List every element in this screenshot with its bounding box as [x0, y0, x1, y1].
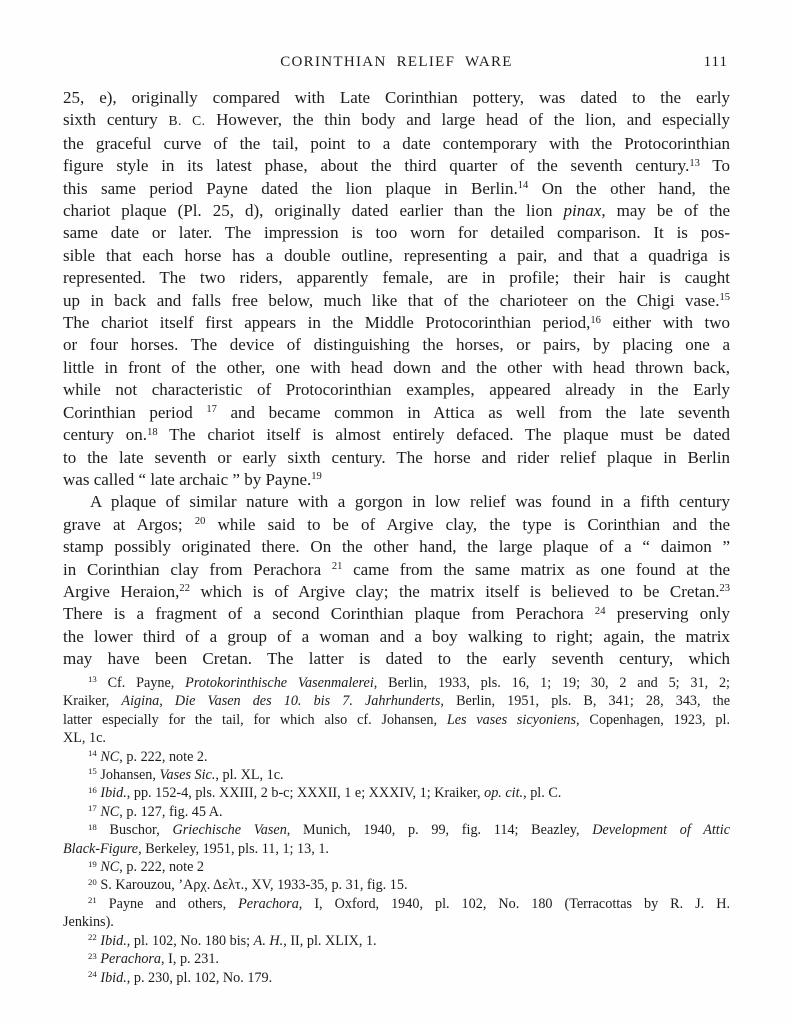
text-segment: little in front of the other, one with head down and the other with head thrown back,	[63, 357, 730, 377]
footnote	[63, 932, 730, 950]
text-line	[63, 514, 730, 536]
text-segment: to the late seventh or early sixth century. The horse and rider relief plaque in Berlin	[63, 447, 730, 467]
footnote-ref: 17	[206, 404, 217, 416]
text-segment: The chariot itself is almost entirely defaced. The plaque must be dated	[157, 425, 730, 445]
text-segment: On the other hand, the	[528, 178, 730, 198]
text-line	[63, 447, 730, 469]
footnote	[63, 876, 730, 894]
footnote-ref: 15	[719, 292, 730, 304]
text-line	[63, 876, 730, 894]
footnote	[63, 950, 730, 968]
text-line	[63, 840, 730, 858]
footnote-ref: 19	[88, 858, 97, 869]
footnotes	[63, 674, 730, 987]
body-text	[63, 87, 730, 671]
footnote	[63, 969, 730, 987]
footnote	[63, 766, 730, 784]
text-segment: A plaque of similar nature with a gorgon in low relief was found in a fifth century	[90, 492, 730, 512]
text-segment: , p. 230, pl. 102, No. 179.	[126, 969, 273, 986]
footnote-ref: 22	[88, 932, 97, 943]
text-segment: , Berkeley, 1951, pls. 11, 1; 13, 1.	[138, 840, 329, 857]
text-segment: Protokorinthische Vasenmalerei	[185, 675, 374, 691]
text-segment: , II, pl. XLIX, 1.	[283, 932, 377, 949]
text-line	[63, 357, 730, 379]
footnote-ref: 18	[88, 821, 97, 832]
footnote	[63, 895, 730, 932]
footnote-ref: 15	[88, 766, 97, 777]
text-segment: A. H.	[253, 932, 284, 949]
text-line	[63, 803, 730, 821]
text-line	[63, 200, 730, 222]
text-segment: There is a fragment of a second Corinthian plaque from Perachora	[63, 604, 595, 624]
text-segment: However, the thin body and large head of the lion, and especially	[205, 110, 730, 130]
text-line	[63, 334, 730, 356]
text-segment: in Corinthian clay from Perachora	[63, 559, 332, 579]
text-segment: , p. 127, fig. 45 A.	[119, 803, 223, 820]
text-segment: NC	[100, 803, 120, 820]
text-segment: stamp possibly originated there. On the other hand, the large plaque of a “ daimon ”	[63, 537, 730, 557]
text-segment: , p. 222, note 2.	[119, 748, 208, 765]
footnote	[63, 803, 730, 821]
text-segment: was called “ late archaic ” by Payne.	[63, 469, 312, 489]
text-segment: , Munich, 1940, p. 99, fig. 114; Beazley,	[286, 822, 593, 839]
text-segment: , pl. C.	[523, 785, 562, 802]
running-header	[63, 54, 730, 72]
text-segment: , I, Oxford, 1940, pl. 102, No. 180 (Terracottas by R. J. H.	[298, 895, 730, 912]
text-segment: , Copenhagen, 1923, pl.	[576, 711, 730, 728]
text-line	[63, 895, 730, 913]
text-segment: up in back and falls free below, much like that of the charioteer on the Chigi vase.	[63, 290, 720, 310]
footnote	[63, 674, 730, 748]
text-line	[63, 178, 730, 200]
text-segment: Ibid.	[100, 969, 127, 986]
footnote-ref: 14	[88, 748, 97, 759]
text-line	[63, 155, 730, 177]
text-segment: Ibid.	[100, 932, 127, 949]
text-segment: XL, 1c.	[63, 730, 106, 747]
footnote-ref: 23	[88, 950, 97, 961]
footnote-ref: 18	[147, 426, 158, 438]
text-line	[63, 424, 730, 446]
footnote-ref: 16	[88, 784, 97, 795]
text-segment: came from the same matrix as one found at the	[342, 559, 730, 579]
text-segment: NC	[100, 859, 120, 876]
text-segment: Perachora	[238, 895, 299, 912]
text-line	[63, 245, 730, 267]
text-line	[63, 290, 730, 312]
text-line	[63, 312, 730, 334]
text-segment: NC	[100, 748, 120, 765]
text-segment: same date or later. The impression is too worn for detailed comparison. It is pos-	[63, 223, 730, 243]
text-line	[63, 766, 730, 784]
text-line	[63, 913, 730, 931]
text-segment: Les vases sicyoniens	[446, 711, 577, 728]
text-segment: Corinthian period	[63, 402, 207, 422]
footnote-ref: 19	[311, 471, 322, 483]
footnote-ref: 17	[88, 803, 97, 814]
text-segment: Ibid.	[100, 785, 127, 802]
text-segment: sible that each horse has a double outline, representing a pair, and that a quadriga is	[63, 245, 730, 265]
text-segment: Kraiker,	[63, 693, 122, 710]
text-segment: op. cit.	[484, 785, 524, 802]
text-segment: represented. The two riders, apparently female, are in profile; their hair is caught	[63, 268, 730, 288]
footnote-ref: 14	[517, 180, 529, 192]
text-line	[63, 581, 730, 603]
text-segment: or four horses. The device of distinguishing the horses, or pairs, by placing one a	[63, 335, 730, 355]
text-line	[63, 784, 730, 802]
footnote-ref: 24	[594, 605, 606, 617]
text-segment: Argive Heraion,	[63, 581, 180, 601]
text-segment: while said to be of Argive clay, the type is Corinthian and the	[205, 514, 730, 534]
text-line	[63, 674, 730, 692]
text-segment: century on.	[63, 425, 148, 445]
text-segment: , p. 222, note 2	[119, 859, 205, 876]
text-segment: Griechische Vasen	[172, 822, 287, 839]
footnote-ref: 20	[194, 516, 206, 528]
text-segment: sixth century	[63, 110, 169, 130]
text-segment: grave at Argos;	[63, 514, 195, 534]
text-segment: Buschor,	[96, 822, 173, 839]
footnote	[63, 748, 730, 766]
footnote-ref: 20	[88, 876, 97, 887]
text-line	[63, 536, 730, 558]
text-segment: the lower third of a group of a woman and a boy walking to right; again, the matrix	[63, 626, 730, 646]
text-line	[63, 932, 730, 950]
text-segment: and became common in Attica as well from the late seventh	[216, 402, 730, 422]
text-segment: figure style in its latest phase, about the third quarter of the seventh century.	[63, 156, 690, 176]
footnote	[63, 784, 730, 802]
footnote	[63, 821, 730, 858]
footnote-ref: 24	[88, 968, 97, 979]
text-segment: chariot plaque (Pl. 25, d), originally dated earlier than the lion	[63, 201, 564, 221]
text-segment: preserving only	[605, 604, 730, 624]
text-segment: Aigina, Die Vasen des 10. bis 7. Jahrhunderts	[121, 693, 441, 710]
text-line	[63, 87, 730, 109]
text-segment: , pl. XL, 1c.	[215, 767, 284, 784]
text-line	[63, 133, 730, 155]
text-line	[63, 559, 730, 581]
text-line	[63, 626, 730, 648]
text-line	[63, 969, 730, 987]
text-segment: latter especially for the tail, for which also cf. Johansen,	[63, 711, 447, 728]
footnote-ref: 13	[88, 674, 97, 685]
text-segment: The chariot itself first appears in the Middle Protocorinthian period,	[63, 313, 591, 333]
text-segment: may have been Cretan. The latter is dated to the early seventh century, which	[63, 649, 730, 669]
text-segment: , I, p. 231.	[161, 951, 219, 968]
footnote-ref: 22	[179, 583, 190, 595]
text-line	[63, 469, 730, 491]
text-line	[63, 950, 730, 968]
text-segment: , Berlin, 1951, pls. B, 341; 28, 343, the	[440, 693, 730, 710]
text-segment: Payne and others,	[96, 895, 239, 912]
text-segment: Cf. Payne,	[96, 675, 186, 691]
text-line	[63, 858, 730, 876]
text-segment: , pl. 102, No. 180 bis;	[126, 932, 254, 949]
text-segment: 25, e), originally compared with Late Corinthian pottery, was dated to the early	[63, 88, 730, 107]
text-segment: Johansen,	[96, 767, 160, 784]
text-line	[63, 711, 730, 729]
footnote-ref: 21	[88, 895, 97, 906]
footnote-ref: 13	[689, 157, 700, 169]
text-line	[63, 692, 730, 710]
text-segment: while not characteristic of Protocorinthian examples, appeared already in the Early	[63, 380, 730, 400]
text-segment: Perachora	[100, 951, 162, 968]
text-segment: Jenkins).	[63, 914, 114, 931]
page-number: 111	[703, 54, 728, 70]
text-segment: the graceful curve of the tail, point to a date contemporary with the Protocorinthian	[63, 133, 730, 153]
footnote	[63, 858, 730, 876]
text-segment: pinax	[563, 201, 602, 221]
text-line	[63, 267, 730, 289]
text-line	[63, 379, 730, 401]
paragraph	[63, 491, 730, 670]
text-line	[63, 748, 730, 766]
text-line	[63, 109, 730, 132]
text-segment: , Berlin, 1933, pls. 16, 1; 19; 30, 2 and 5; 31, 2;	[373, 675, 730, 691]
text-segment: S. Karouzou, ’Αρχ. Δελτ., XV, 1933-35, p. 31, fig. 15.	[96, 877, 408, 894]
text-segment: which is of Argive clay; the matrix itself is believed to be Cretan.	[189, 581, 720, 601]
page-title: CORINTHIAN RELIEF WARE	[280, 54, 513, 70]
text-line	[63, 648, 730, 670]
footnote-ref: 16	[590, 314, 601, 326]
text-segment: Black-Figure	[63, 840, 139, 857]
text-segment: Vases Sic.	[159, 767, 216, 784]
footnote-ref: 23	[719, 583, 731, 595]
text-segment: B. C.	[168, 113, 206, 129]
text-segment: , pp. 152-4, pls. XXIII, 2 b-c; XXXII, 1 e; XXXIV, 1; Kraiker,	[126, 785, 485, 802]
footnote-ref: 21	[331, 561, 343, 573]
text-line	[63, 821, 730, 839]
text-line	[63, 603, 730, 625]
text-segment: Development of Attic	[592, 822, 730, 839]
text-segment: either with two	[600, 313, 730, 333]
text-segment: , may be of the	[601, 201, 730, 221]
text-line	[63, 729, 730, 747]
text-line	[63, 222, 730, 244]
text-line	[63, 491, 730, 513]
text-line	[63, 402, 730, 424]
text-segment: this same period Payne dated the lion plaque in Berlin.	[63, 178, 518, 198]
paragraph	[63, 87, 730, 491]
text-segment: To	[699, 156, 730, 176]
